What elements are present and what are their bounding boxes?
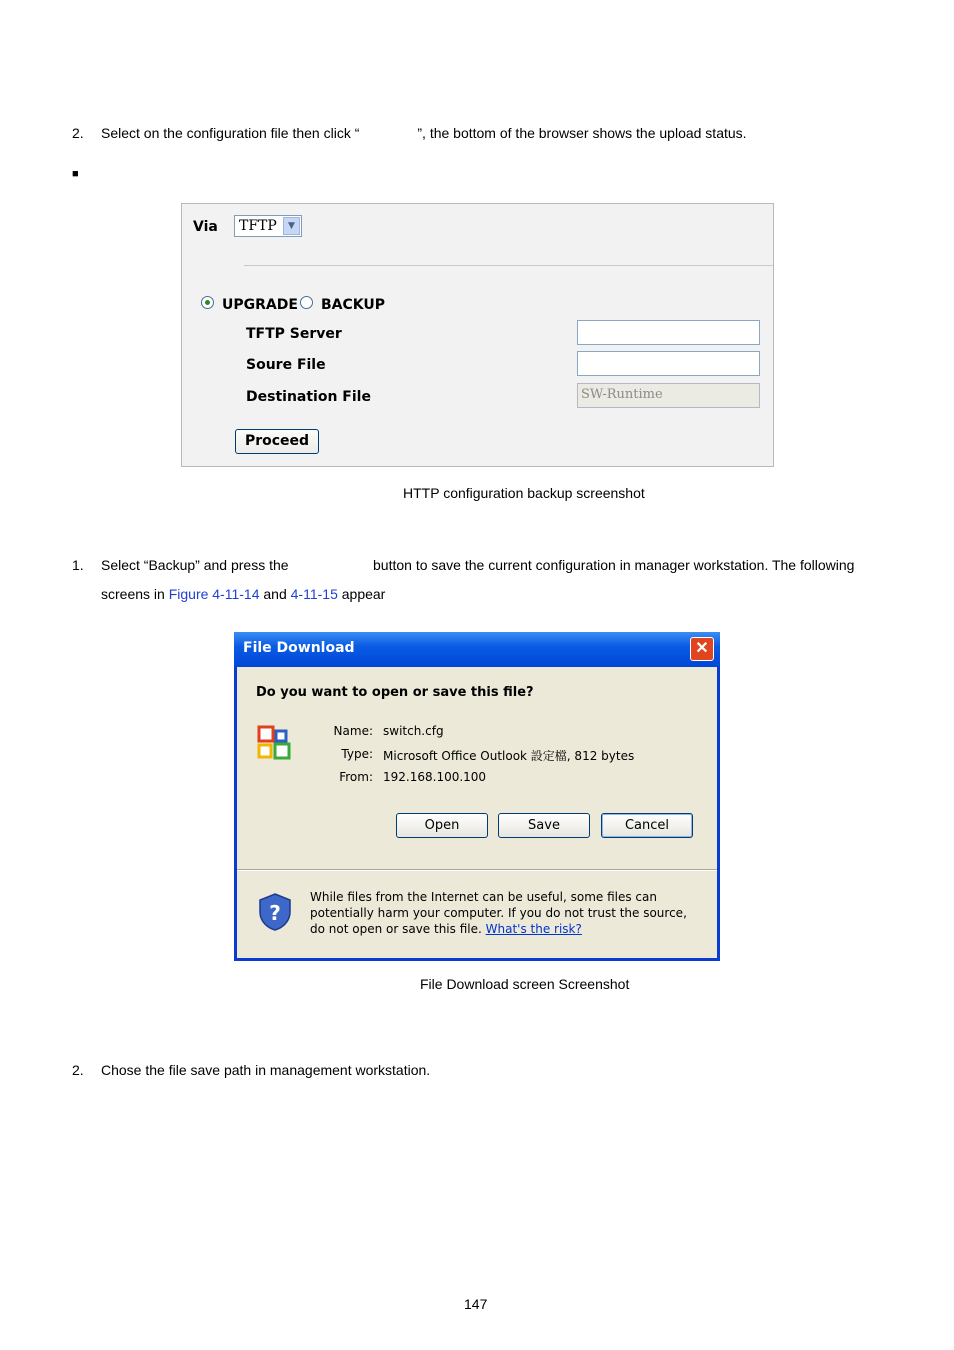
dialog-title: File Download (243, 640, 355, 656)
via-label: Via (193, 219, 218, 235)
upgrade-radio[interactable] (201, 296, 214, 309)
step-number: 2. (72, 1062, 84, 1078)
upgrade-label: UPGRADE (222, 297, 298, 313)
shield-question-icon (257, 892, 293, 932)
figure-caption: File Download screen Screenshot (420, 976, 630, 992)
tftp-server-input[interactable] (577, 320, 760, 345)
backup-radio[interactable] (300, 296, 313, 309)
cancel-button[interactable]: Cancel (601, 813, 693, 838)
step-number: 2. (72, 125, 84, 141)
source-file-input[interactable] (577, 351, 760, 376)
dialog-titlebar[interactable] (234, 632, 720, 667)
via-select-value: TFTP (239, 218, 277, 234)
destination-file-label: Destination File (246, 389, 371, 405)
divider-highlight (237, 870, 717, 871)
radio-selected-dot (205, 300, 210, 305)
figure-caption: HTTP configuration backup screenshot (403, 485, 645, 501)
step-number: 1. (72, 557, 84, 573)
svg-text:?: ? (269, 901, 281, 925)
step-text-after: ”, the bottom of the browser shows the upload status. (417, 125, 747, 141)
figure-link-2[interactable]: 4-11-15 (290, 586, 338, 602)
via-select[interactable] (234, 215, 302, 237)
tftp-config-panel (181, 203, 774, 467)
page-number: 147 (464, 1296, 488, 1312)
file-download-dialog (234, 632, 720, 961)
tftp-server-label: TFTP Server (246, 326, 342, 342)
name-label: Name: (333, 724, 373, 738)
step-text-line1a: Select “Backup” and press the (101, 557, 289, 573)
chevron-down-icon[interactable]: ▼ (283, 217, 300, 235)
open-button[interactable]: Open (396, 813, 488, 838)
from-value: 192.168.100.100 (383, 770, 487, 784)
step-text-line2 (101, 586, 385, 602)
divider (244, 265, 773, 266)
step-text-part: and (259, 586, 291, 602)
backup-label: BACKUP (321, 297, 386, 313)
destination-file-value: SW-Runtime (581, 387, 663, 402)
security-warning (310, 889, 702, 937)
step-text-before: Select on the configuration file then click “ (101, 125, 360, 141)
step-text-part: screens in (101, 586, 169, 602)
warning-text: While files from the Internet can be useful, some files can potentially harm your computer. If you do not trust the source, do not open or save this file. (310, 890, 687, 936)
risk-link[interactable]: What's the risk? (485, 922, 582, 936)
name-value: switch.cfg (383, 724, 444, 738)
outlook-file-icon (257, 725, 293, 761)
save-button[interactable]: Save (498, 813, 590, 838)
step-text-part: appear (337, 586, 386, 602)
proceed-button[interactable]: Proceed (235, 429, 319, 454)
source-file-label: Soure File (246, 357, 326, 373)
step-text-line1b: button to save the current configuration in manager workstation. The following (373, 557, 855, 573)
step-text (101, 125, 747, 141)
type-label: Type: (341, 747, 373, 761)
destination-file-input (577, 383, 760, 408)
close-icon[interactable]: ✕ (690, 637, 714, 661)
dialog-question: Do you want to open or save this file? (256, 685, 534, 700)
type-value: Microsoft Office Outlook 設定檔, 812 bytes (383, 749, 635, 763)
from-label: From: (339, 770, 373, 784)
dialog-body (237, 667, 717, 958)
bullet-marker: ■ (72, 168, 79, 180)
step-text: Chose the file save path in management workstation. (101, 1062, 431, 1078)
figure-link-1[interactable]: Figure 4-11-14 (168, 586, 260, 602)
